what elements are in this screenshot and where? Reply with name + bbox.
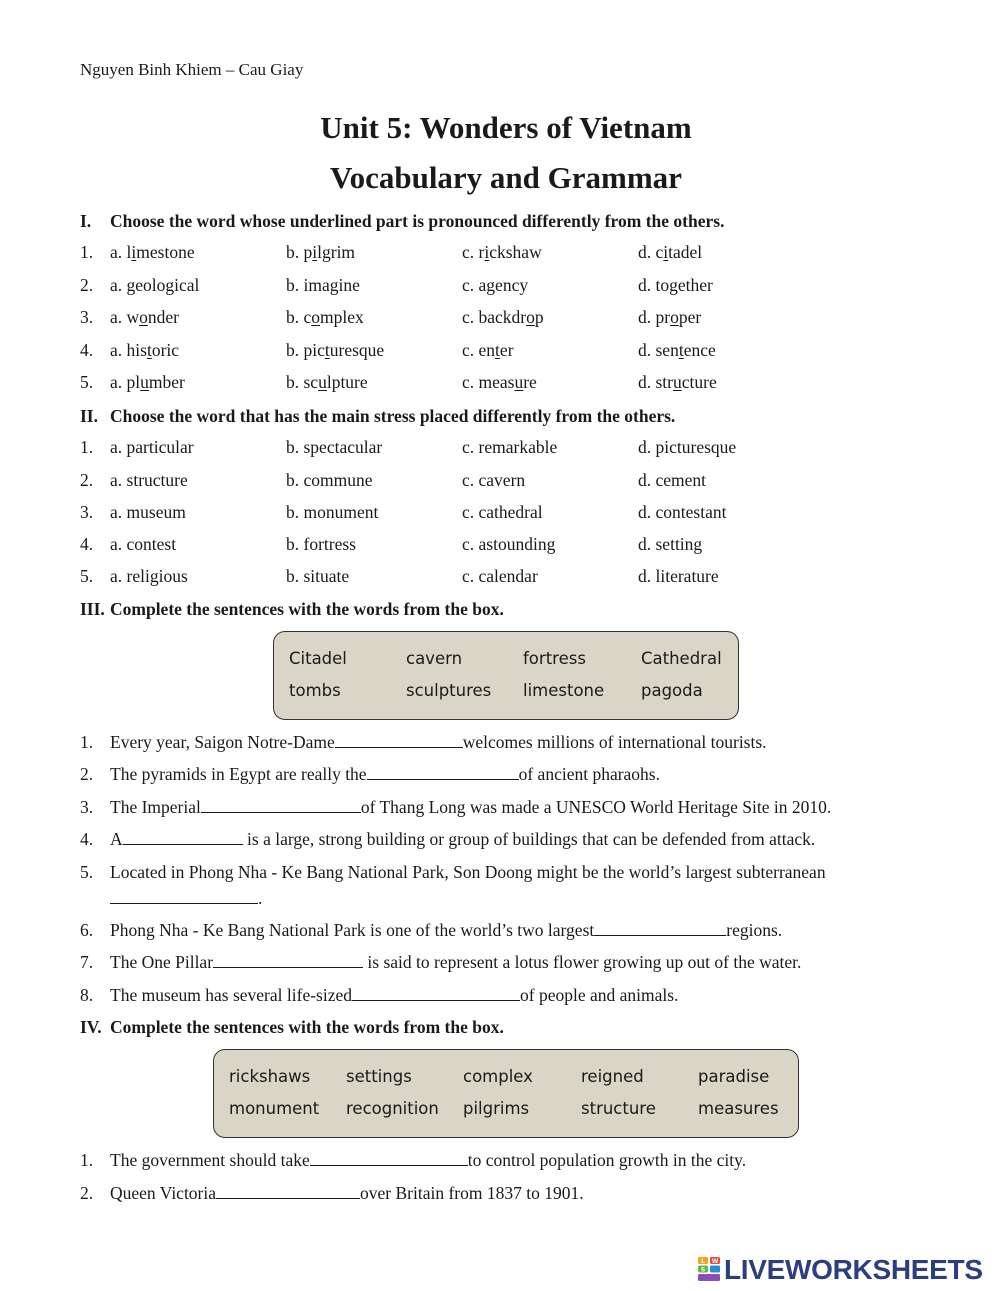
option-a[interactable]: a. contest: [110, 534, 177, 554]
sentence-after: of Thang Long was made a UNESCO World Heritage Site in 2010.: [360, 797, 832, 817]
option-a[interactable]: a. religious: [110, 566, 188, 586]
sentence-number: 7.: [80, 952, 94, 972]
option-b[interactable]: b. fortress: [286, 534, 356, 554]
answer-blank[interactable]: [110, 888, 258, 904]
sentence-after: to control population growth in the city.: [467, 1150, 747, 1170]
section-4-number: IV.: [80, 1017, 102, 1037]
answer-blank[interactable]: [594, 920, 726, 936]
word-box-item: paradise: [698, 1067, 770, 1086]
option-b[interactable]: b. monument: [286, 502, 379, 522]
word-box-4: [213, 1049, 799, 1138]
word-box-item: monument: [229, 1099, 320, 1118]
sentence-number: 1.: [80, 1150, 94, 1170]
word-box-item: pagoda: [641, 681, 703, 700]
option-d[interactable]: d. picturesque: [638, 437, 737, 457]
section-2-instruction: Choose the word that has the main stress placed differently from the others.: [110, 406, 676, 426]
section-1-number: I.: [80, 211, 92, 231]
page-title: Unit 5: Wonders of Vietnam: [320, 110, 692, 145]
option-d[interactable]: d. cement: [638, 470, 707, 490]
option-a[interactable]: a. plumber: [110, 372, 185, 392]
option-c[interactable]: c. measure: [462, 372, 537, 392]
word-box-item: structure: [581, 1099, 656, 1118]
option-a[interactable]: a. geological: [110, 275, 200, 295]
section-3-number: III.: [80, 599, 105, 619]
option-b[interactable]: b. picturesque: [286, 340, 385, 360]
word-box-item: complex: [463, 1067, 533, 1086]
sentence-before: The Imperial: [110, 797, 201, 817]
option-b[interactable]: b. complex: [286, 307, 364, 327]
word-box-item: recognition: [346, 1099, 439, 1118]
sentence-text: [110, 829, 815, 850]
underlined-part: u: [673, 372, 682, 392]
word-box-item: limestone: [523, 681, 605, 700]
underlined-part: u: [514, 372, 524, 392]
question-number: 2.: [80, 470, 94, 490]
underlined-part: g: [329, 275, 339, 295]
underlined-part: t: [678, 340, 684, 360]
option-a[interactable]: a. museum: [110, 502, 186, 522]
option-a[interactable]: a. historic: [110, 340, 180, 360]
logo-icon: [698, 1257, 720, 1281]
sentence-text: [110, 920, 782, 941]
option-b[interactable]: b. pilgrim: [286, 242, 356, 262]
underlined-part: o: [311, 307, 321, 327]
sentence-number: 3.: [80, 797, 94, 817]
option-d[interactable]: d. structure: [638, 372, 717, 392]
answer-blank[interactable]: [213, 952, 363, 968]
underlined-part: g: [165, 275, 175, 295]
word-box-item: cavern: [406, 649, 463, 668]
sentence-before: A: [110, 829, 123, 849]
sentence-text: [110, 862, 826, 883]
option-a[interactable]: a. wonder: [110, 307, 180, 327]
word-box-item: tombs: [289, 681, 341, 700]
sentence-number: 4.: [80, 829, 94, 849]
option-c[interactable]: c. agency: [462, 275, 529, 295]
question-number: 3.: [80, 307, 94, 327]
question-number: 2.: [80, 275, 94, 295]
sentence-number: 1.: [80, 732, 94, 752]
sentence-after: of ancient pharaohs.: [518, 764, 660, 784]
question-number: 5.: [80, 566, 94, 586]
sentence-after: is a large, strong building or group of buildings that can be defended from attack.: [242, 829, 816, 849]
underlined-part: t: [324, 340, 330, 360]
section-1-heading: [80, 211, 724, 232]
logo-letter-l: L: [701, 1258, 705, 1265]
underlined-part: t: [146, 340, 152, 360]
option-b[interactable]: b. spectacular: [286, 437, 383, 457]
question-number: 4.: [80, 340, 94, 360]
word-box-item: fortress: [523, 649, 586, 668]
sentence-text: [110, 985, 678, 1006]
sentence-number: 2.: [80, 1183, 94, 1203]
sentence-text: [110, 764, 660, 785]
option-c[interactable]: c. astounding: [462, 534, 556, 554]
answer-blank[interactable]: [352, 985, 520, 1001]
section-3-heading: [80, 599, 504, 620]
answer-blank[interactable]: [310, 1150, 468, 1166]
sentence-before: The museum has several life-sized: [110, 985, 352, 1005]
option-c[interactable]: c. enter: [462, 340, 514, 360]
brand-name: LIVEWORKSHEETS: [724, 1254, 983, 1285]
option-b[interactable]: b. sculpture: [286, 372, 368, 392]
underlined-part: i: [484, 242, 490, 262]
underlined-part: i: [131, 242, 137, 262]
word-box-3: [273, 631, 739, 720]
option-a[interactable]: a. limestone: [110, 242, 195, 262]
word-box-item: settings: [346, 1067, 412, 1086]
option-d[interactable]: d. citadel: [638, 242, 703, 262]
answer-blank[interactable]: [335, 732, 463, 748]
option-c[interactable]: c. cathedral: [462, 502, 543, 522]
section-4-heading: [80, 1017, 504, 1038]
underlined-part: u: [140, 372, 149, 392]
option-c[interactable]: c. calendar: [462, 566, 538, 586]
option-c[interactable]: c. remarkable: [462, 437, 558, 457]
sentence-text: [110, 888, 262, 909]
sentence-after: of people and animals.: [520, 985, 679, 1005]
sentence-after: .: [258, 888, 263, 908]
sentence-text: [110, 1150, 746, 1171]
sentence-text: [110, 952, 801, 973]
question-number: 1.: [80, 437, 94, 457]
question-number: 4.: [80, 534, 94, 554]
sentence-before: Every year, Saigon Notre-Dame: [110, 732, 335, 752]
sentence-before: The government should take: [110, 1150, 310, 1170]
underlined-part: i: [663, 242, 669, 262]
option-c[interactable]: c. cavern: [462, 470, 526, 490]
word-box-item: Cathedral: [641, 649, 722, 668]
section-1-instruction: Choose the word whose underlined part is pronounced differently from the others.: [110, 211, 725, 231]
sentence-before: Phong Nha - Ke Bang National Park is one of the world’s two largest: [110, 920, 595, 940]
school-name: Nguyen Binh Khiem – Cau Giay: [80, 60, 304, 79]
underlined-part: o: [526, 307, 535, 327]
underlined-part: i: [312, 242, 318, 262]
option-a[interactable]: a. structure: [110, 470, 188, 490]
word-box-item: pilgrims: [463, 1099, 530, 1118]
sentence-number: 6.: [80, 920, 94, 940]
answer-blank[interactable]: [123, 829, 243, 845]
sentence-number: 5.: [80, 862, 94, 882]
option-d[interactable]: d. together: [638, 275, 713, 295]
answer-blank[interactable]: [201, 797, 361, 813]
question-number: 5.: [80, 372, 94, 392]
option-d[interactable]: d. proper: [638, 307, 702, 327]
option-b[interactable]: b. imagine: [286, 275, 360, 295]
question-number: 1.: [80, 242, 94, 262]
sentence-before: Queen Victoria: [110, 1183, 217, 1203]
page-subtitle: Vocabulary and Grammar: [330, 160, 682, 195]
question-number: 3.: [80, 502, 94, 522]
word-box-item: sculptures: [406, 681, 492, 700]
section-3-instruction: Complete the sentences with the words from the box.: [110, 599, 504, 619]
word-box-item: reigned: [581, 1067, 644, 1086]
sentence-text: [110, 732, 767, 753]
underlined-part: t: [495, 340, 500, 360]
sentence-after: regions.: [726, 920, 783, 940]
underlined-part: g: [669, 275, 678, 295]
option-d[interactable]: d. sentence: [638, 340, 716, 360]
option-b[interactable]: b. situate: [286, 566, 350, 586]
underlined-part: o: [670, 307, 679, 327]
section-2-heading: [80, 406, 675, 427]
logo-letter-s: S: [700, 1266, 706, 1274]
answer-blank[interactable]: [367, 764, 519, 780]
option-c[interactable]: c. rickshaw: [462, 242, 542, 262]
logo-letter-w: W: [711, 1258, 719, 1265]
underlined-part: o: [139, 307, 148, 327]
option-a[interactable]: a. particular: [110, 437, 194, 457]
word-box-item: rickshaws: [229, 1067, 311, 1086]
option-d[interactable]: d. literature: [638, 566, 719, 586]
word-box-item: Citadel: [289, 649, 347, 668]
option-d[interactable]: d. contestant: [638, 502, 727, 522]
section-2-number: II.: [80, 406, 98, 426]
sentence-after: over Britain from 1837 to 1901.: [360, 1183, 584, 1203]
sentence-before: The pyramids in Egypt are really the: [110, 764, 367, 784]
word-box-item: measures: [698, 1099, 779, 1118]
sentence-text: [110, 1183, 584, 1204]
option-c[interactable]: c. backdrop: [462, 307, 544, 327]
sentence-text: [110, 797, 831, 818]
option-b[interactable]: b. commune: [286, 470, 373, 490]
sentence-after: is said to represent a lotus flower growing up out of the water.: [363, 952, 802, 972]
sentence-number: 8.: [80, 985, 94, 1005]
underlined-part: g: [486, 275, 496, 295]
sentence-after: welcomes millions of international tourists.: [462, 732, 767, 752]
sentence-number: 2.: [80, 764, 94, 784]
underlined-part: u: [318, 372, 327, 392]
sentence-before: The One Pillar: [110, 952, 214, 972]
sentence-before: Located in Phong Nha - Ke Bang National Park, Son Doong might be the world’s largest subterranean: [110, 862, 826, 882]
section-4-instruction: Complete the sentences with the words from the box.: [110, 1017, 504, 1037]
option-d[interactable]: d. setting: [638, 534, 703, 554]
answer-blank[interactable]: [216, 1183, 360, 1199]
